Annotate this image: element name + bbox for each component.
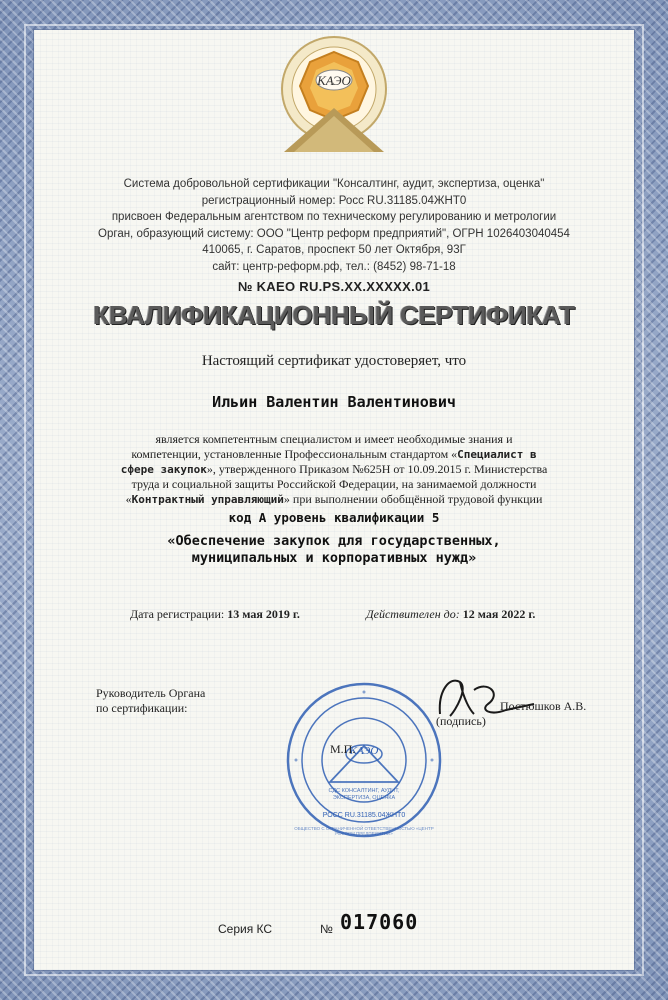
stamp-inner-text: СДС КОНСАЛТИНГ, АУДИТ, ЭКСПЕРТИЗА, ОЦЕНКА — [328, 788, 400, 801]
signatory-name: Постюшков А.В. — [500, 699, 587, 713]
certificate-number: № KAEO RU.PS.XX.XXXXX.01 — [237, 279, 431, 294]
holder-name: Ильин Валентин Валентинович — [212, 393, 456, 411]
series-label: Серия КС — [218, 922, 273, 936]
function-line: муниципальных и корпоративных нужд» — [191, 550, 477, 566]
valid-until — [366, 607, 535, 622]
system-line: сайт: центр-реформ.рф, тел.: (8452) 98-71-18 — [212, 260, 456, 273]
attest-text: Настоящий сертификат удостоверяет, что — [201, 353, 467, 369]
logo-text: КАЭО — [317, 73, 351, 88]
body-text: « — [125, 492, 132, 506]
body-line — [74, 492, 594, 507]
stamp-place: М.П. — [330, 742, 356, 756]
qualification-level: код А уровень квалификации 5 — [228, 510, 440, 525]
system-line: Система добровольной сертификации "Консалтинг, аудит, экспертиза, оценка" — [123, 178, 545, 190]
stamp-registration: РОСС RU.31185.04ЖНТ0 — [322, 812, 406, 819]
system-line: регистрационный номер: Росс RU.31185.04ЖНТ0 — [201, 194, 467, 207]
function-line: «Обеспечение закупок для государственных, — [167, 533, 501, 549]
body-text: » при выполнении обобщённой трудовой функции — [283, 492, 543, 506]
system-line: Орган, образующий систему: ООО "Центр реформ предприятий", ОГРН 1026403040454 — [98, 227, 570, 240]
body-text: », утвержденного Приказом №625Н от 10.09.2015 г. Министерства — [206, 462, 548, 476]
body-line: труда и социальной защиты Российской Федерации, на занимаемой должности — [131, 477, 537, 491]
body-text: компетенции, установленные Профессиональным стандартом « — [131, 447, 458, 461]
stamp-logo-text: КАЭО — [349, 745, 379, 757]
kaeo-logo — [276, 34, 392, 154]
stamp-ring-text: ОБЩЕСТВО С ОГРАНИЧЕННОЙ ОТВЕТСТВЕННОСТЬЮ «ЦЕНТР РЕФОРМ ПРЕДПРИЯТИЙ» — [294, 826, 434, 836]
system-line: 410065, г. Саратов, проспект 50 лет Октября, 93Г — [202, 244, 466, 256]
body-line: является компетентным специалистом и имеет необходимые знания и — [155, 432, 513, 446]
signatory-role — [96, 686, 205, 716]
certificate-body — [74, 432, 594, 507]
role-line: Руководитель Органа — [96, 686, 206, 700]
body-line — [74, 462, 594, 477]
standard-name: сфере закупок — [120, 463, 207, 476]
certificate-paper — [34, 30, 634, 970]
standard-name: Специалист в — [457, 448, 537, 461]
serial-number: 017060 — [340, 910, 419, 934]
registration-date — [130, 607, 300, 622]
date-value: 13 мая 2019 г. — [227, 607, 300, 621]
signature-caption: (подпись) — [436, 714, 486, 728]
system-line: присвоен Федеральным агентством по техническому регулированию и метрологии — [111, 211, 557, 223]
serial-number-label: № — [320, 922, 333, 936]
role-line: по сертификации: — [96, 701, 188, 715]
date-value: 12 мая 2022 г. — [462, 607, 536, 621]
date-label: Дата регистрации: — [130, 607, 225, 621]
system-info — [34, 176, 634, 275]
certificate-title: КВАЛИФИКАЦИОННЫЙ СЕРТИФИКАТ — [93, 300, 575, 330]
labor-function — [34, 533, 634, 567]
body-line — [74, 447, 594, 462]
position-name: Контрактный управляющий — [131, 493, 284, 506]
date-label: Действителен до: — [366, 607, 460, 621]
